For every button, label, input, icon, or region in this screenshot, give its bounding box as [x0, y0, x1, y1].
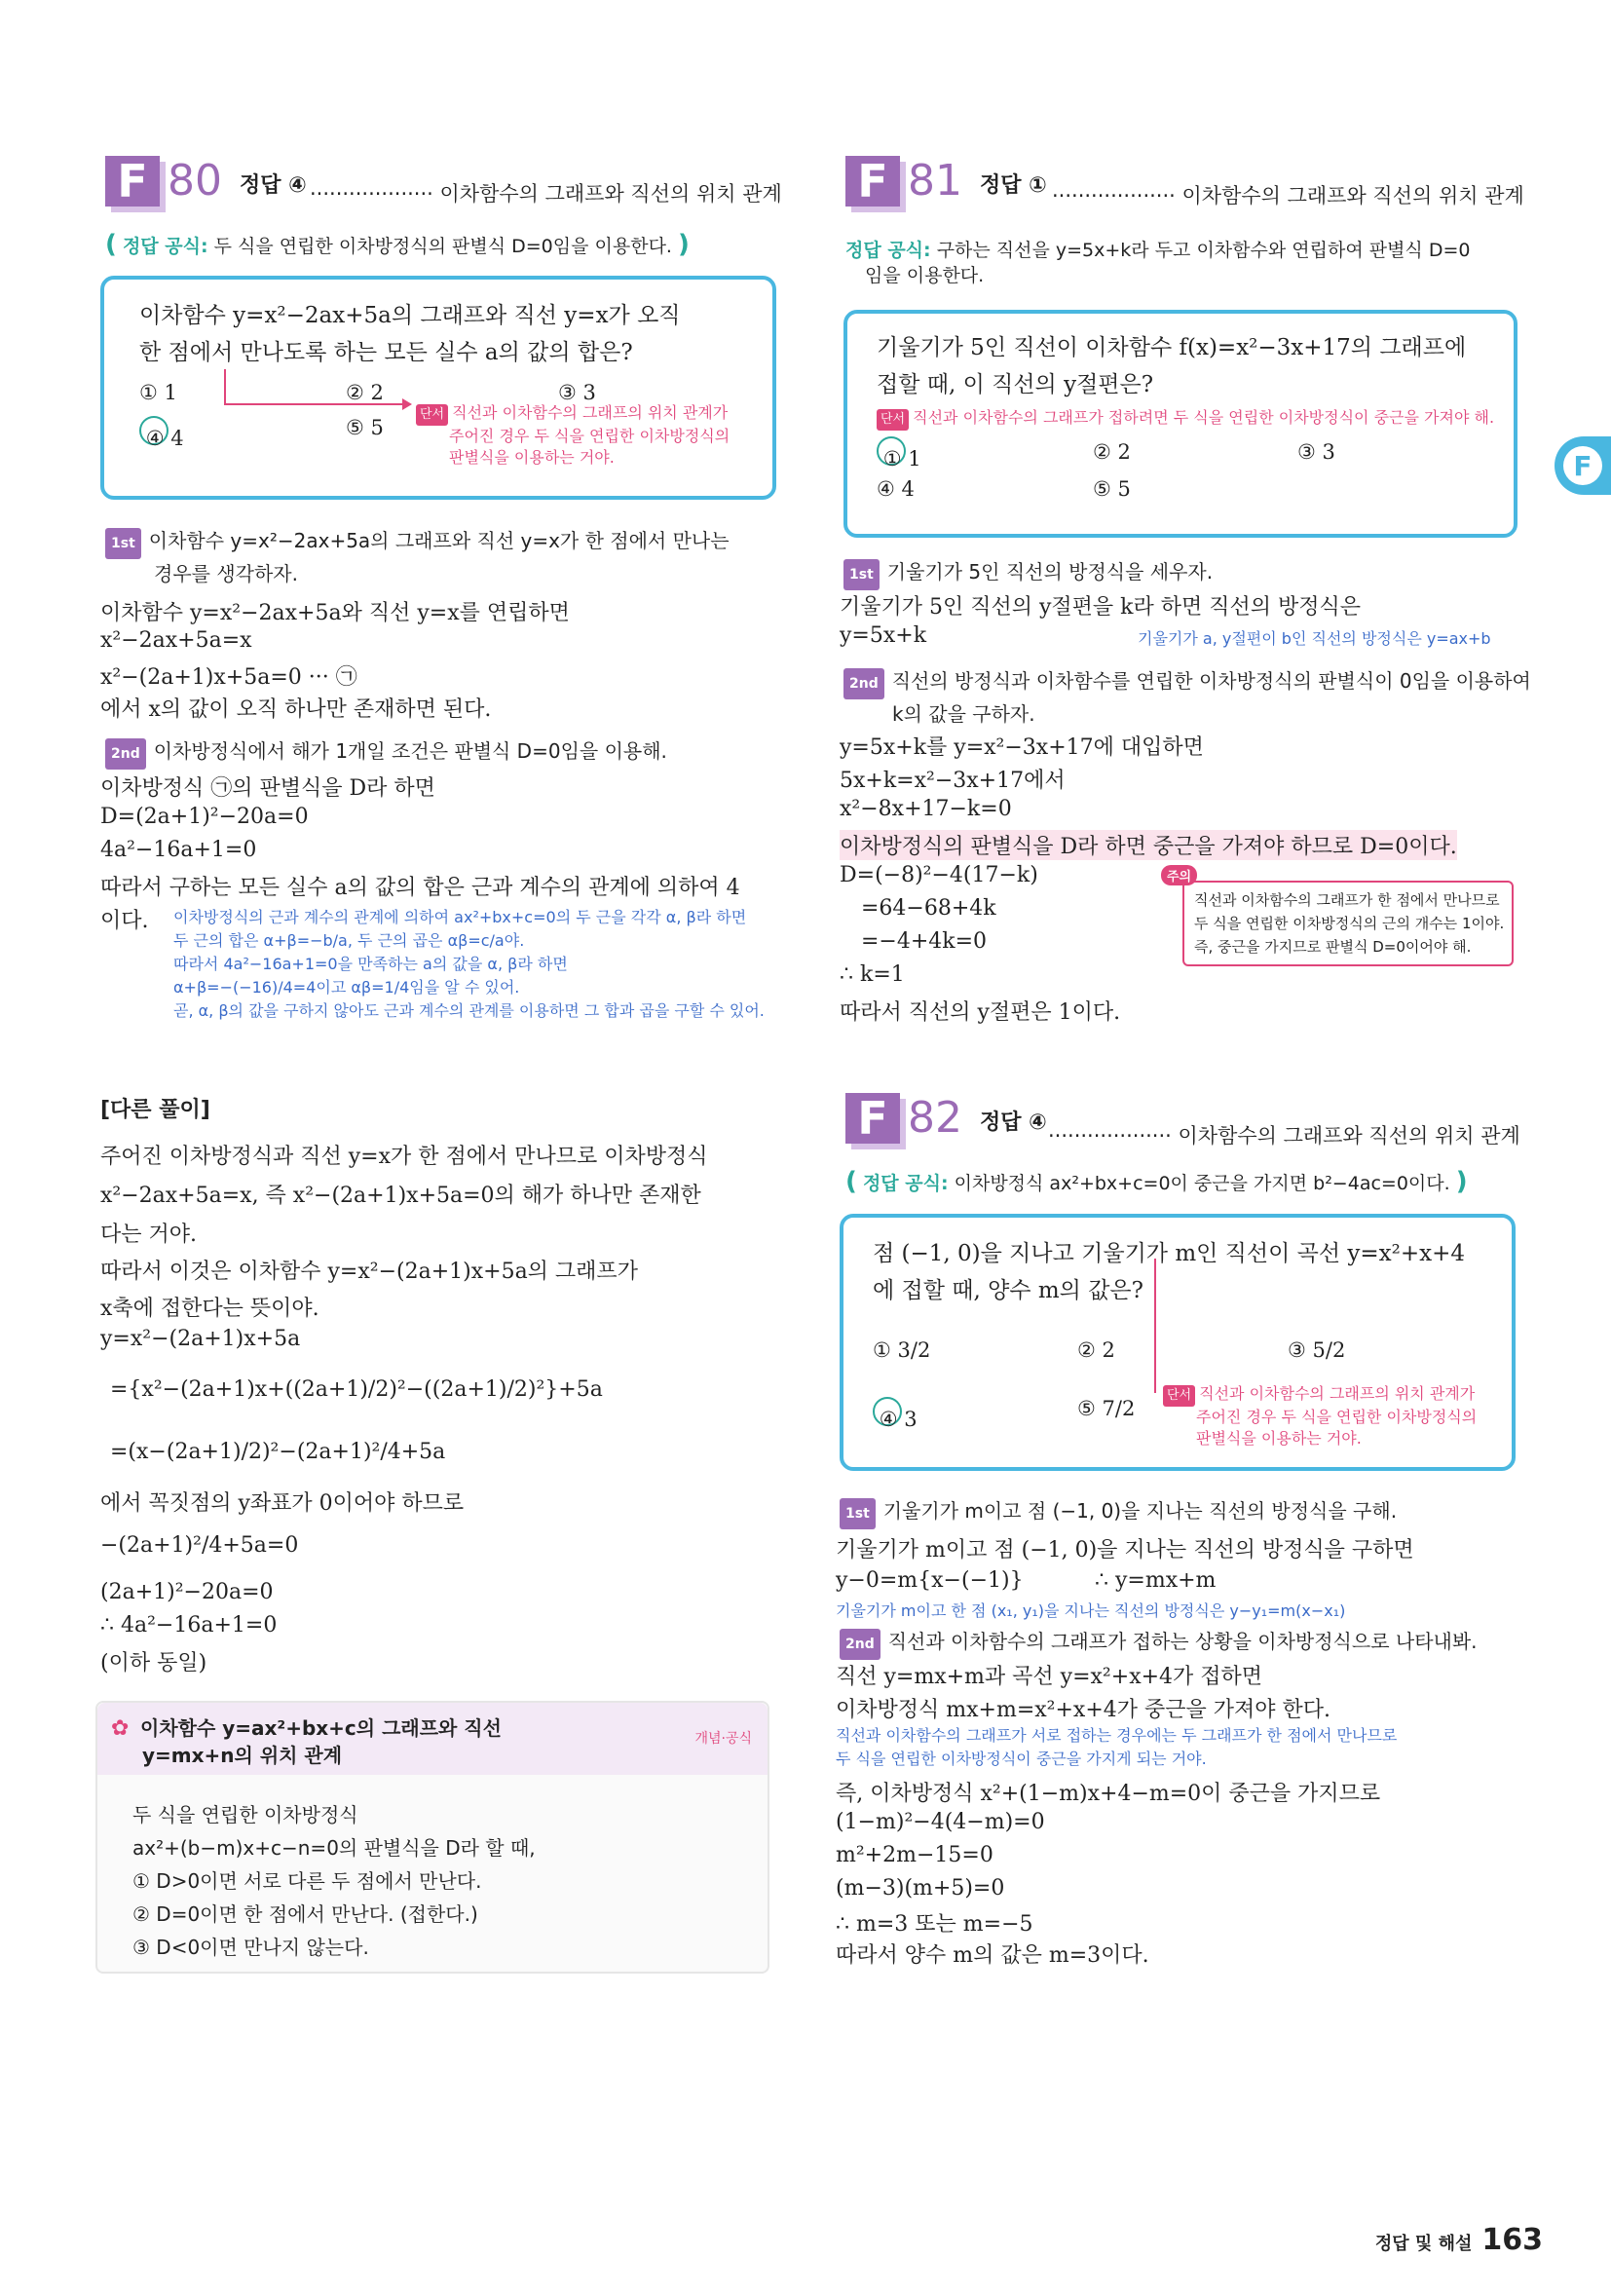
- solution-line: m²+2m−15=0: [836, 1843, 993, 1867]
- side-note: 이차방정식의 근과 계수의 관계에 의하여 ax²+bx+c=0의 두 근을 각각 α, β라 하면 두 근의 합은 α+β=−b/a, 두 근의 곱은 αβ=c/a야. 따라서 4a²−16a+1=0을 만족하는 a의 값을 α, β라 하면 α+β=−(−16)/4=4이고 αβ=1/4임을 알 수 있어. 곧, α, β의 값을 구하지 않아도 근과 계수의 관계를 이용하면 그 합과 곱을 구할 수 있어.: [173, 908, 765, 1020]
- solution-line: 따라서 직선의 y절편은 1이다.: [840, 1000, 1121, 1025]
- option-1: ① 3/2: [873, 1338, 931, 1362]
- problem-81-header: [845, 156, 1047, 207]
- hint-note: 단서 직선과 이차함수의 그래프의 위치 관계가 주어진 경우 두 식을 연립한 이차방정식의 판별식을 이용하는 거야.: [416, 402, 730, 469]
- answer-label: 정답 ①: [980, 173, 1047, 198]
- formula-label: 정답 공식:: [845, 240, 931, 261]
- alt-line: x축에 접한다는 뜻이야.: [100, 1297, 319, 1321]
- concept-box: [95, 1701, 769, 1974]
- step-1st: 1st 이차함수 y=x²−2ax+5a의 그래프와 직선 y=x가 한 점에서 만나는 경우를 생각하자.: [105, 526, 730, 588]
- answer-formula: [105, 230, 690, 259]
- step-1st: 1st 기울기가 5인 직선의 방정식을 세우자.: [843, 557, 1213, 590]
- topic-line: ··················· 이차함수의 그래프와 직선의 위치 관계: [1048, 1124, 1520, 1148]
- solution-line: 이차방정식 ㉠의 판별식을 D라 하면: [100, 776, 435, 801]
- option-2: ② 2: [1093, 440, 1131, 464]
- option-2: ② 2: [1077, 1338, 1115, 1362]
- hint-tag: 단서: [1163, 1385, 1195, 1407]
- side-note: 직선과 이차함수의 그래프가 서로 접하는 경우에는 두 그래프가 한 점에서 만나므로 두 식을 연립한 이차방정식이 중근을 가지게 되는 거야.: [836, 1726, 1398, 1768]
- hint-arrow-icon: [1151, 1257, 1171, 1403]
- solution-line: (1−m)²−4(4−m)=0: [836, 1810, 1045, 1834]
- solution-line: y=5x+k를 y=x²−3x+17에 대입하면: [840, 735, 1204, 760]
- alt-line: −(2a+1)²/4+5a=0: [100, 1533, 299, 1558]
- alt-line: 따라서 이것은 이차함수 y=x²−(2a+1)x+5a의 그래프가: [100, 1260, 638, 1284]
- problem-number: 80: [168, 156, 222, 206]
- flower-icon: ✿: [111, 1716, 130, 1741]
- solution-line: 따라서 구하는 모든 실수 a의 값의 합은 근과 계수의 관계에 의하여 4: [100, 876, 740, 900]
- solution-line: =−4+4k=0: [861, 929, 988, 954]
- solution-line: ∴ y=mx+m: [1095, 1568, 1217, 1593]
- option-1: ① 1: [139, 381, 177, 404]
- step-2nd: 2nd 직선과 이차함수의 그래프가 접하는 상황을 이차방정식으로 나타내봐.: [840, 1627, 1478, 1660]
- formula-label: 정답 공식:: [122, 236, 208, 257]
- hint-arrow-icon: [223, 367, 418, 416]
- solution-line: =64−68+4k: [861, 896, 996, 921]
- footer-label: 정답 및 해설: [1374, 2234, 1473, 2254]
- problem-80-header: [105, 156, 307, 207]
- solution-line: 이차함수 y=x²−2ax+5a와 직선 y=x를 연립하면: [100, 601, 570, 625]
- alt-line: ∴ 4a²−16a+1=0: [100, 1613, 278, 1637]
- solution-line: ∴ m=3 또는 m=−5: [836, 1912, 1033, 1937]
- option-5: ⑤ 7/2: [1077, 1397, 1136, 1420]
- solution-line: ∴ k=1: [840, 962, 905, 987]
- question-box-80: [100, 276, 776, 500]
- solution-line: 따라서 양수 m의 값은 m=3이다.: [836, 1943, 1149, 1968]
- bracket-close: ): [678, 230, 690, 259]
- solution-line: 5x+k=x²−3x+17에서: [840, 769, 1066, 793]
- option-3: ③ 3: [558, 381, 596, 404]
- option-5: ⑤ 5: [346, 416, 384, 439]
- bracket-open: (: [845, 1167, 857, 1196]
- alt-line: 다는 거야.: [100, 1223, 197, 1247]
- problem-number: 81: [908, 156, 962, 206]
- chapter-side-tab: F: [1555, 436, 1611, 495]
- option-1-selected: ① 1: [877, 436, 921, 470]
- section-f-badge: F: [845, 1093, 900, 1144]
- solution-line: 이다.: [100, 909, 149, 933]
- page-number: 163: [1481, 2223, 1543, 2257]
- warning-tag: 주의: [1161, 865, 1197, 885]
- question-line: 접할 때, 이 직선의 y절편은?: [877, 372, 1154, 397]
- solution-line: 즉, 이차방정식 x²+(1−m)x+4−m=0이 중근을 가지므로: [836, 1782, 1381, 1806]
- alt-line: =(x−(2a+1)/2)²−(2a+1)²/4+5a: [110, 1440, 446, 1464]
- question-line: 한 점에서 만나도록 하는 모든 실수 a의 값의 합은?: [139, 340, 633, 365]
- hint-note: 단서 직선과 이차함수의 그래프가 접하려면 두 식을 연립한 이차방정식이 중근을 가져야 해.: [877, 407, 1494, 431]
- alt-line: (이하 동일): [100, 1651, 207, 1675]
- concept-body: 두 식을 연립한 이차방정식 ax²+(b−m)x+c−n=0의 판별식을 D라 할 때, ① D>0이면 서로 다른 두 점에서 만난다. ② D=0이면 한 점에서 만난다. (접한다.) ③ D<0이면 만나지 않는다.: [132, 1803, 536, 1959]
- alt-line: ={x²−(2a+1)x+((2a+1)/2)²−((2a+1)/2)²}+5a: [110, 1377, 603, 1402]
- solution-line: 이차방정식 mx+m=x²+x+4가 중근을 가져야 한다.: [836, 1698, 1330, 1722]
- hint-note: 단서 직선과 이차함수의 그래프의 위치 관계가 주어진 경우 두 식을 연립한 이차방정식의 판별식을 이용하는 거야.: [1163, 1383, 1477, 1449]
- concept-title: 이차함수 y=ax²+bx+c의 그래프와 직선 y=mx+n의 위치 관계: [140, 1716, 502, 1767]
- option-4-selected: ④ 3: [873, 1397, 918, 1431]
- answer-formula: 정답 공식: 구하는 직선을 y=5x+k라 두고 이차함수와 연립하여 판별식 D=0 임을 이용한다.: [845, 240, 1471, 286]
- answer-label: 정답 ④: [240, 173, 307, 198]
- option-4: ④ 4: [877, 477, 915, 501]
- answer-label: 정답 ④: [980, 1110, 1047, 1135]
- question-box-81: [843, 310, 1517, 538]
- solution-line: x²−8x+17−k=0: [840, 797, 1012, 821]
- side-note: 기울기가 a, y절편이 b인 직선의 방정식은 y=ax+b: [1138, 629, 1491, 648]
- option-2: ② 2: [346, 381, 384, 404]
- step-1st: 1st 기울기가 m이고 점 (−1, 0)을 지나는 직선의 방정식을 구해.: [840, 1496, 1397, 1529]
- side-note: 기울기가 m이고 한 점 (x₁, y₁)을 지나는 직선의 방정식은 y−y₁=m(x−x₁): [836, 1601, 1346, 1620]
- solution-line: 기울기가 5인 직선의 y절편을 k라 하면 직선의 방정식은: [840, 595, 1362, 620]
- alt-line: y=x²−(2a+1)x+5a: [100, 1327, 301, 1351]
- bracket-open: (: [105, 230, 117, 259]
- answer-formula: [845, 1167, 1468, 1196]
- solution-line: D=(−8)²−4(17−k): [840, 863, 1038, 887]
- page-footer: [1375, 2223, 1543, 2257]
- formula-text: 두 식을 연립한 이차방정식의 판별식 D=0임을 이용한다.: [213, 236, 672, 257]
- problem-number: 82: [908, 1093, 962, 1143]
- question-line: 에 접할 때, 양수 m의 값은?: [873, 1278, 1143, 1303]
- option-3: ③ 3: [1297, 440, 1335, 464]
- topic-line: ··················· 이차함수의 그래프와 직선의 위치 관계: [1052, 184, 1524, 207]
- option-4-selected: ④ 4: [139, 416, 184, 450]
- solution-line: y−0=m{x−(−1)}: [836, 1568, 1024, 1593]
- solution-line: y=5x+k: [840, 623, 927, 648]
- step-2nd: 2nd 직선의 방정식과 이차함수를 연립한 이차방정식의 판별식이 0임을 이용하여 k의 값을 구하자.: [843, 666, 1531, 729]
- section-f-badge: F: [845, 156, 900, 207]
- solution-line: 기울기가 m이고 점 (−1, 0)을 지나는 직선의 방정식을 구하면: [836, 1538, 1414, 1562]
- solution-line: D=(2a+1)²−20a=0: [100, 805, 309, 829]
- alt-line: 에서 꼭짓점의 y좌표가 0이어야 하므로: [100, 1491, 465, 1516]
- hint-tag: 단서: [416, 404, 448, 426]
- question-line: 기울기가 5인 직선이 이차함수 f(x)=x²−3x+17의 그래프에: [877, 335, 1467, 360]
- question-line: 이차함수 y=x²−2ax+5a의 그래프와 직선 y=x가 오직: [139, 303, 681, 328]
- topic-line: ··················· 이차함수의 그래프와 직선의 위치 관계: [310, 182, 782, 206]
- solution-line-highlight: 이차방정식의 판별식을 D라 하면 중근을 가져야 하므로 D=0이다.: [840, 830, 1457, 860]
- question-line: 점 (−1, 0)을 지나고 기울기가 m인 직선이 곡선 y=x²+x+4: [873, 1241, 1465, 1266]
- alt-solution-title: [다른 풀이]: [100, 1098, 210, 1122]
- solution-line: (m−3)(m+5)=0: [836, 1876, 1005, 1901]
- solution-line: 직선 y=mx+m과 곡선 y=x²+x+4가 접하면: [836, 1665, 1263, 1689]
- question-box-82: [840, 1214, 1516, 1471]
- solution-line: 에서 x의 값이 오직 하나만 존재하면 된다.: [100, 697, 492, 722]
- alt-line: (2a+1)²−20a=0: [100, 1580, 274, 1604]
- concept-badge: 개념·공식: [694, 1731, 752, 1747]
- hint-tag: 단서: [877, 409, 909, 431]
- problem-82-header: [845, 1093, 1047, 1144]
- alt-line: 주어진 이차방정식과 직선 y=x가 한 점에서 만나므로 이차방정식: [100, 1145, 708, 1169]
- solution-line: x²−(2a+1)x+5a=0 ··· ㉠: [100, 665, 357, 690]
- formula-label: 정답 공식:: [862, 1173, 949, 1194]
- option-5: ⑤ 5: [1093, 477, 1131, 501]
- alt-line: x²−2ax+5a=x, 즉 x²−(2a+1)x+5a=0의 해가 하나만 존재한: [100, 1184, 701, 1208]
- section-f-badge: F: [105, 156, 160, 207]
- solution-line: x²−2ax+5a=x: [100, 628, 252, 653]
- step-2nd: 2nd 이차방정식에서 해가 1개일 조건은 판별식 D=0임을 이용해.: [105, 736, 667, 770]
- solution-line: 4a²−16a+1=0: [100, 838, 257, 862]
- warning-note: 주의 직선과 이차함수의 그래프가 한 점에서 만나므로 두 식을 연립한 이차방정식의 근의 개수는 1이야. 즉, 중근을 가지므로 판별식 D=0이어야 해.: [1182, 881, 1514, 966]
- bracket-close: ): [1455, 1167, 1468, 1196]
- option-3: ③ 5/2: [1288, 1338, 1346, 1362]
- formula-text: 이차방정식 ax²+bx+c=0이 중근을 가지면 b²−4ac=0이다.: [954, 1173, 1450, 1194]
